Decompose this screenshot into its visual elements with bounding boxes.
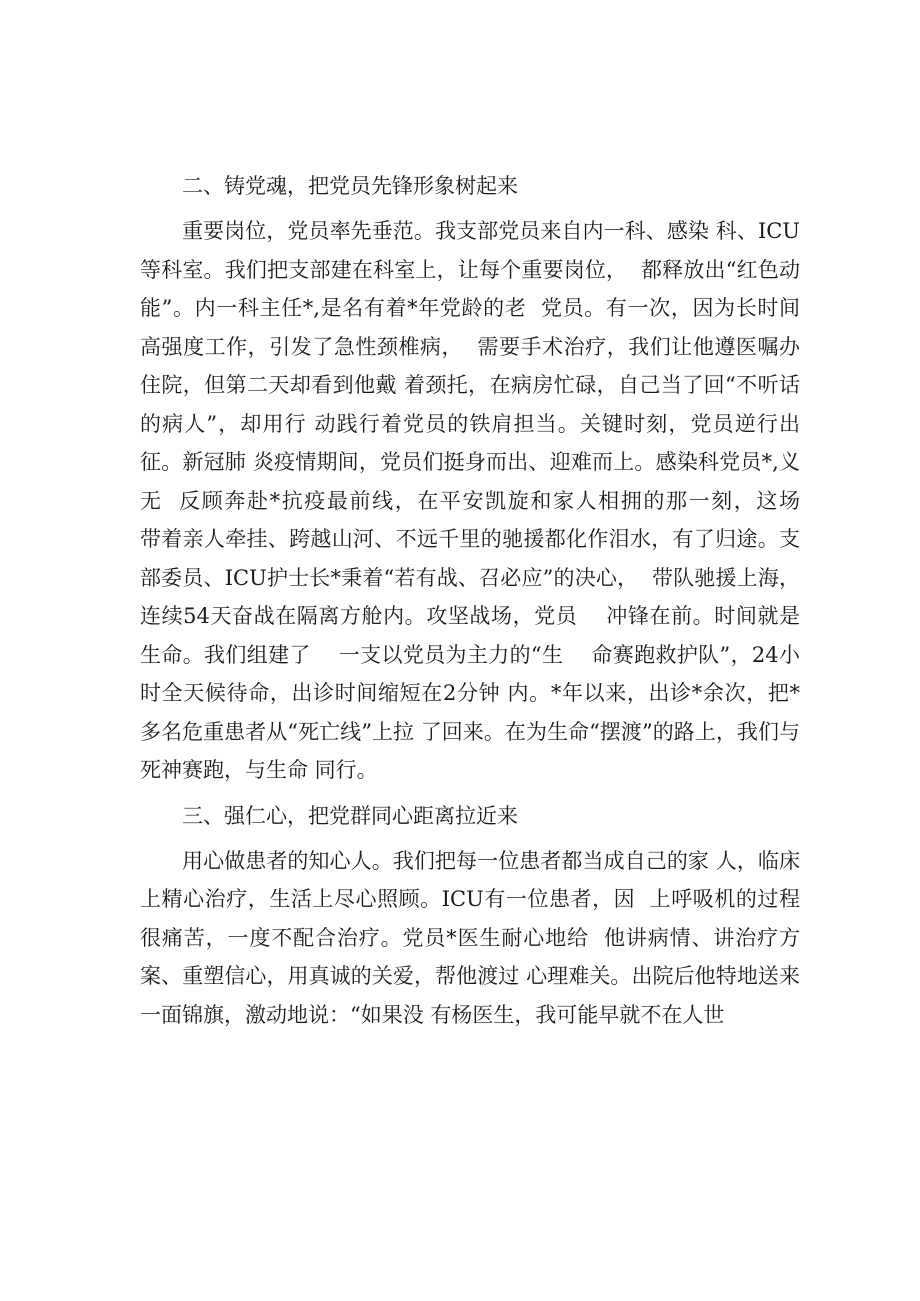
section-two-paragraph: 重要岗位，党员率先垂范。我支部党员来自内一科、感染 科、ICU等科室。我们把支部建在科室上，让每个重要岗位， 都释放出“红色动能”。内一科主任*,是名有着*年党龄的老 党员。有一次，因为长时间高强度工作，引发了急性颈椎病， 需要手术治疗，我们让他遵医嘱办住院，但第二天却看到他戴 着颈托，在病房忙碌，自己当了回“不听话的病人”，却用行 动践行着党员的铁肩担当。关键时刻，党员逆行出征。新冠肺 炎疫情期间，党员们挺身而出、迎难而上。感染科党员*,义无 反顾奔赴*抗疫最前线，在平安凯旋和家人相拥的那一刻，这场 带着亲人牵挂、跨越山河、不远千里的驰援都化作泪水，有了归途。支部委员、ICU护士长*秉着“若有战、召必应”的决心， 带队驰援上海，连续54天奋战在隔离方舱内。攻坚战场，党员 冲锋在前。时间就是生命。我们组建了 一支以党员为主力的“生 命赛跑救护队”，24小时全天候待命，出诊时间缩短在2分钟 内。*年以来，出诊*余次，把*多名危重患者从“死亡线”上拉 了回来。在为生命“摆渡”的路上，我们与死神赛跑，与生命 同行。 bbox=[140, 219, 834, 782]
section-heading-three: 三、强仁心，把党群同心距离拉近来 bbox=[182, 803, 518, 828]
document-body bbox=[140, 168, 834, 1042]
section-three-paragraph: 用心做患者的知心人。我们把每一位患者都当成自己的家 人，临床上精心治疗，生活上尽心照顾。ICU有一位患者，因 上呼吸机的过程很痛苦，一度不配合治疗。党员*医生耐心地给 他讲病情、讲治疗方案、重塑信心，用真诚的关爱，帮他渡过 心理难关。出院后他特地送来一面锦旗，激动地说：“如果没 有杨医生，我可能早就不在人世 bbox=[140, 848, 800, 1027]
section-heading-two: 二、铸党魂，把党员先锋形象树起来 bbox=[182, 174, 518, 198]
